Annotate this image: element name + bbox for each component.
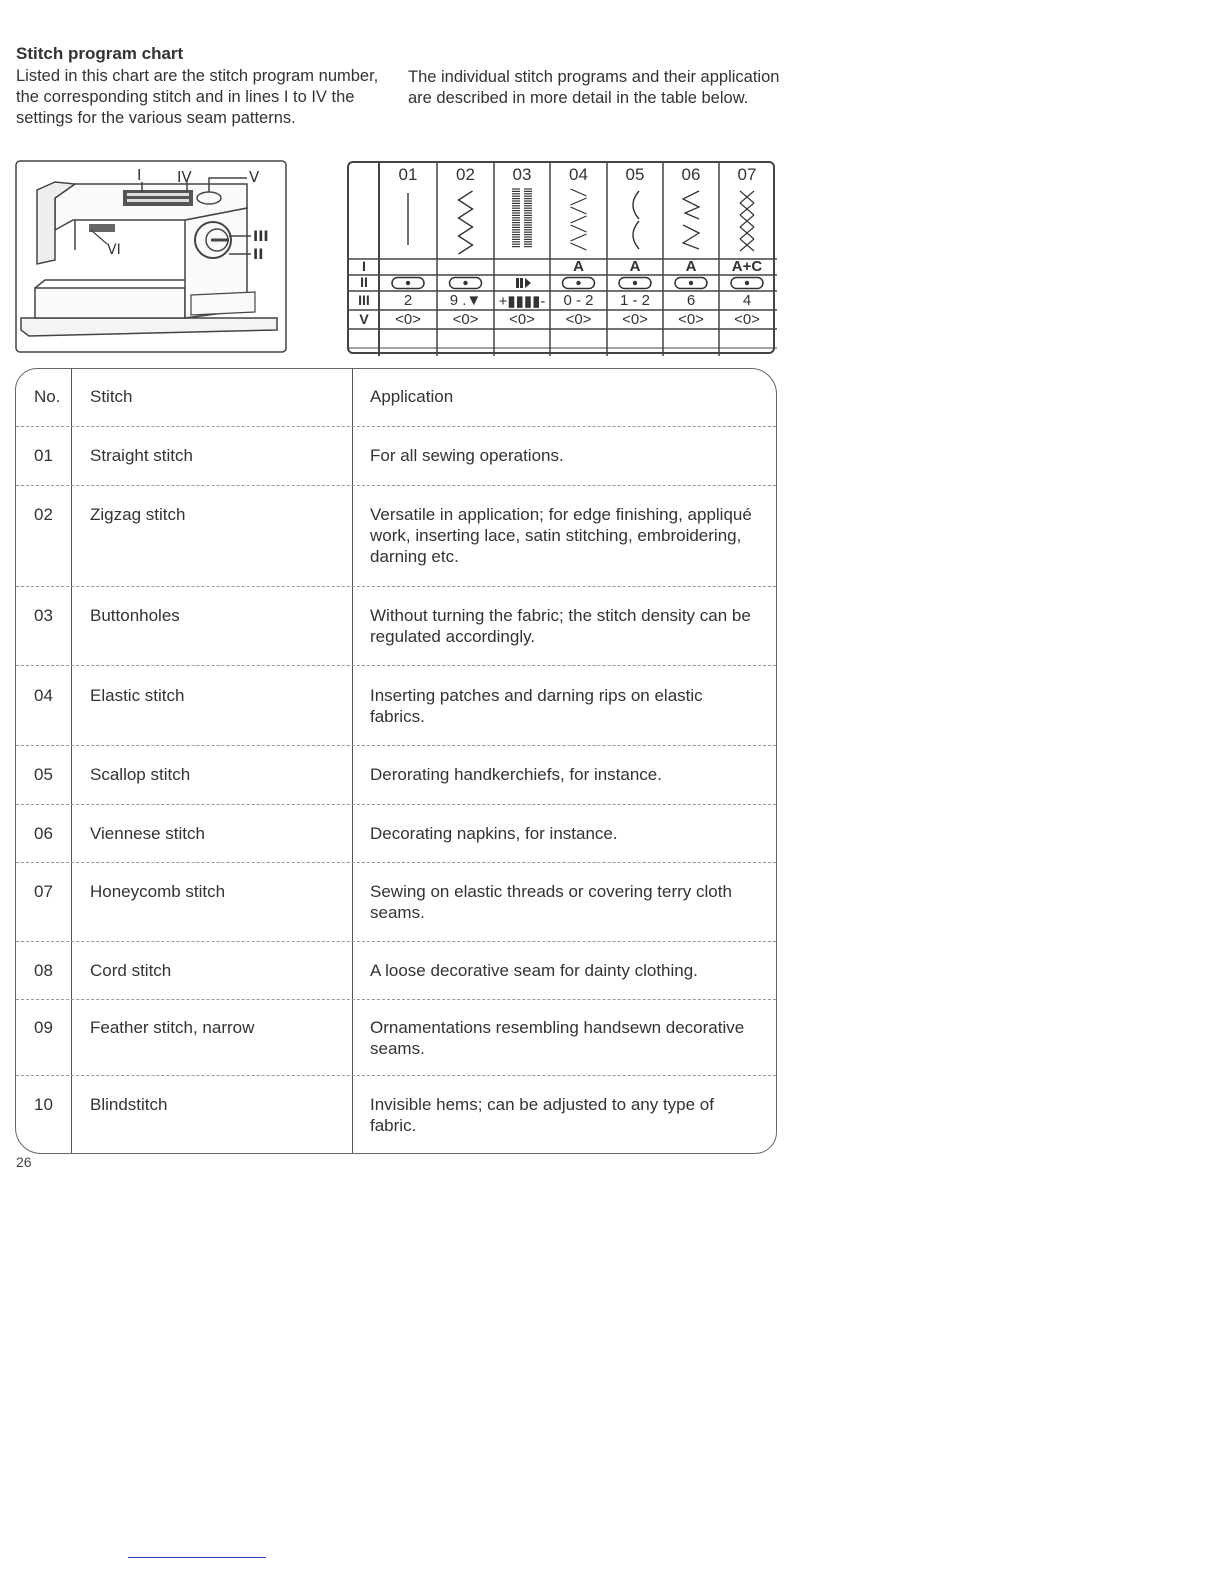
- row-v-value: <0>: [622, 311, 648, 328]
- row-v-value: <0>: [452, 311, 479, 328]
- intro-left-paragraph: Listed in this chart are the stitch program number, the corresponding stitch and in lines I to IV the settings for the various seam patterns.: [16, 67, 379, 127]
- row-divider: [16, 745, 776, 746]
- row-divider: [16, 999, 776, 1000]
- row-stitch: Honeycomb stitch: [90, 882, 226, 901]
- header-stitch: Stitch: [90, 387, 133, 406]
- row-application: Decorating napkins, for instance.: [370, 824, 618, 843]
- row-stitch: Viennese stitch: [90, 824, 205, 843]
- row-number: 04: [34, 686, 53, 705]
- zigzag-stitch-icon: [459, 191, 473, 254]
- row-stitch: Cord stitch: [90, 961, 172, 980]
- row-divider: [16, 804, 776, 805]
- row-v-value: <0>: [509, 311, 535, 328]
- program-number-01: 01: [398, 165, 418, 184]
- page-heading: Stitch program chart: [16, 44, 184, 63]
- intro-right-paragraph: The individual stitch programs and their application are described in more detail in the table below.: [408, 68, 780, 107]
- row-stitch: Straight stitch: [90, 446, 193, 465]
- row-divider: [16, 586, 776, 587]
- row-divider: [16, 485, 776, 486]
- presser-foot-dot-icon: [633, 281, 637, 285]
- page-number: 26: [16, 1154, 32, 1170]
- row-i-value: A+C: [731, 258, 763, 275]
- row-stitch: Scallop stitch: [90, 765, 191, 784]
- row-v-value: <0>: [734, 311, 760, 328]
- elastic-stitch-icon: [571, 189, 587, 250]
- program-number-04: 04: [569, 165, 588, 184]
- row-stitch: Blindstitch: [90, 1095, 168, 1114]
- row-i-value: A: [685, 258, 697, 275]
- row-stitch: Elastic stitch: [90, 686, 185, 705]
- row-number: 02: [34, 505, 53, 524]
- row-number: 05: [34, 765, 53, 784]
- row-label-i: I: [362, 258, 366, 274]
- honeycomb-stitch-icon: [740, 191, 754, 251]
- column-divider-stitch: [352, 369, 353, 1153]
- row-stitch: Buttonholes: [90, 606, 180, 625]
- program-number-02: 02: [456, 165, 475, 184]
- program-number-05: 05: [625, 165, 645, 184]
- row-iii-value: 2: [403, 292, 413, 309]
- program-number-07: 07: [737, 165, 757, 184]
- row-divider: [16, 665, 776, 666]
- label-iv: IV: [177, 168, 192, 186]
- row-divider: [16, 862, 776, 863]
- row-iii-value: 0 - 2: [563, 292, 594, 309]
- label-ii: II: [253, 247, 264, 263]
- row-i-value: A: [629, 258, 641, 275]
- row-divider: [16, 941, 776, 942]
- row-application: Invisible hems; can be adjusted to any type of fabric.: [370, 1095, 714, 1135]
- program-number-03: 03: [512, 165, 532, 184]
- program-chart: [347, 161, 775, 354]
- viennese-stitch-icon: [683, 191, 699, 249]
- row-number: 08: [34, 961, 53, 980]
- row-number: 03: [34, 606, 53, 625]
- row-application: Inserting patches and darning rips on elastic fabrics.: [370, 686, 703, 726]
- row-iii-value: 6: [686, 292, 696, 309]
- row-label-iii: III: [358, 292, 370, 308]
- row-number: 10: [34, 1095, 53, 1114]
- label-iii: III: [253, 229, 269, 245]
- row-number: 01: [34, 446, 53, 465]
- row-iii-value: +▮▮▮▮-: [498, 293, 546, 310]
- row-label-ii: II: [360, 274, 368, 290]
- presser-foot-dot-icon: [463, 281, 467, 285]
- presser-foot-dot-icon: [689, 281, 693, 285]
- presser-foot-dot-icon: [745, 281, 749, 285]
- row-number: 07: [34, 882, 53, 901]
- footer-rule: [128, 1557, 266, 1558]
- row-application: Without turning the fabric; the stitch density can be regulated accordingly.: [370, 606, 751, 646]
- row-iii-value: 9 .▼: [449, 292, 482, 309]
- row-divider: [16, 426, 776, 427]
- application-table: [15, 368, 777, 1154]
- row-number: 06: [34, 824, 53, 843]
- label-vi: VI: [107, 242, 121, 258]
- row-divider: [16, 1075, 776, 1076]
- buttonhole-icon: [512, 189, 532, 247]
- row-application: For all sewing operations.: [370, 446, 564, 465]
- row-application: Versatile in application; for edge finishing, appliqué work, inserting lace, satin stitching, embroidering, darning etc.: [370, 505, 752, 566]
- row-application: Sewing on elastic threads or covering terry cloth seams.: [370, 882, 732, 922]
- row-stitch: Feather stitch, narrow: [90, 1018, 255, 1037]
- scallop-stitch-icon: [633, 191, 639, 249]
- sewing-machine-diagram: [15, 160, 287, 353]
- presser-foot-dot-icon: [406, 281, 410, 285]
- presser-foot-dot-icon: [576, 281, 580, 285]
- sewing-machine-illustration: [15, 160, 287, 353]
- row-i-value: A: [573, 258, 584, 275]
- buttonhole-foot-icon: [516, 278, 531, 288]
- row-iii-value: 4: [742, 292, 752, 309]
- row-label-v: V: [359, 311, 369, 327]
- row-stitch: Zigzag stitch: [90, 505, 186, 524]
- row-v-value: <0>: [678, 311, 704, 328]
- row-application: A loose decorative seam for dainty clothing.: [370, 961, 698, 980]
- row-application: Ornamentations resembling handsewn decorative seams.: [370, 1018, 745, 1058]
- header-no: No.: [34, 387, 61, 406]
- row-v-value: <0>: [565, 311, 592, 328]
- label-i: I: [137, 166, 142, 184]
- row-v-value: <0>: [395, 311, 421, 328]
- row-iii-value: 1 - 2: [619, 292, 650, 309]
- label-v: V: [249, 168, 260, 186]
- row-number: 09: [34, 1018, 53, 1037]
- row-application: Derorating handkerchiefs, for instance.: [370, 765, 662, 784]
- header-application: Application: [370, 387, 454, 406]
- program-number-06: 06: [681, 165, 701, 184]
